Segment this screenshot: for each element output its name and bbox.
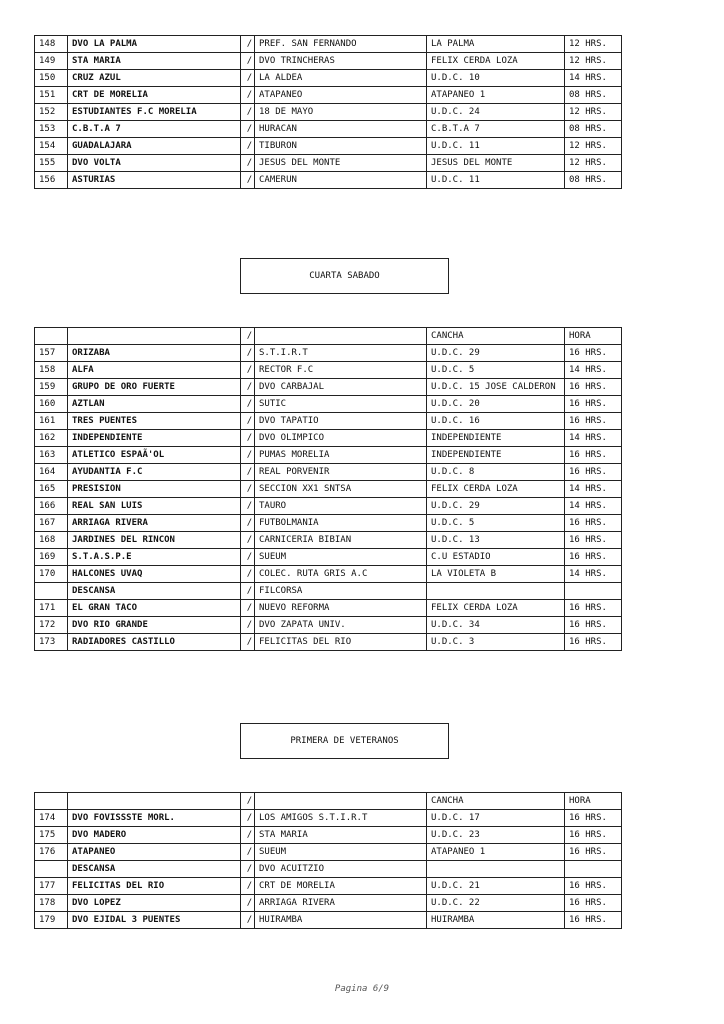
match-number-cell: 157 xyxy=(35,345,68,362)
away-team-cell: JESUS DEL MONTE xyxy=(255,155,427,172)
continued-schedule-table xyxy=(34,35,622,189)
home-team-cell: DVO FOVISSSTE MORL. xyxy=(68,810,241,827)
match-number-cell xyxy=(35,583,68,600)
table-row xyxy=(35,532,622,549)
away-team-cell: PUMAS MORELIA xyxy=(255,447,427,464)
separator-cell: / xyxy=(241,532,255,549)
table-row xyxy=(35,121,622,138)
away-team-cell: ARRIAGA RIVERA xyxy=(255,895,427,912)
cuarta-sabado-table xyxy=(34,327,622,651)
match-number-cell: 173 xyxy=(35,634,68,651)
match-number-cell: 151 xyxy=(35,87,68,104)
table-row xyxy=(35,498,622,515)
match-number-cell: 177 xyxy=(35,878,68,895)
time-cell: 16 HRS. xyxy=(565,396,622,413)
field-cell: U.D.C. 15 JOSE CALDERON xyxy=(427,379,565,396)
table-row xyxy=(35,379,622,396)
match-number-cell: 175 xyxy=(35,827,68,844)
away-team-cell: SUEUM xyxy=(255,844,427,861)
home-team-cell: AZTLAN xyxy=(68,396,241,413)
table-row xyxy=(35,844,622,861)
time-cell: 08 HRS. xyxy=(565,172,622,189)
away-team-cell: SUEUM xyxy=(255,549,427,566)
match-number-cell: 153 xyxy=(35,121,68,138)
table-row xyxy=(35,447,622,464)
page-number: Pagina 6/9 xyxy=(334,984,390,994)
separator-cell: / xyxy=(241,464,255,481)
separator-cell: / xyxy=(241,827,255,844)
home-team-cell: C.B.T.A 7 xyxy=(68,121,241,138)
match-number-cell: 152 xyxy=(35,104,68,121)
match-number-cell: 168 xyxy=(35,532,68,549)
away-team-cell: LOS AMIGOS S.T.I.R.T xyxy=(255,810,427,827)
table-row xyxy=(35,912,622,929)
table-row xyxy=(35,617,622,634)
table-row xyxy=(35,36,622,53)
time-cell: 16 HRS. xyxy=(565,895,622,912)
table-row xyxy=(35,895,622,912)
table-row xyxy=(35,70,622,87)
separator-cell: / xyxy=(241,87,255,104)
field-cell: U.D.C. 8 xyxy=(427,464,565,481)
home-team-cell: ATAPANEO xyxy=(68,844,241,861)
field-cell: HUIRAMBA xyxy=(427,912,565,929)
cuarta-sabado-body xyxy=(35,328,622,651)
separator-cell: / xyxy=(241,861,255,878)
home-team-cell: DESCANSA xyxy=(68,583,241,600)
time-cell: 16 HRS. xyxy=(565,844,622,861)
table-row xyxy=(35,104,622,121)
time-cell: 14 HRS. xyxy=(565,70,622,87)
home-team-cell: TRES PUENTES xyxy=(68,413,241,430)
section-title-text: CUARTA SABADO xyxy=(309,271,380,281)
field-cell: INDEPENDIENTE xyxy=(427,447,565,464)
time-cell: 16 HRS. xyxy=(565,634,622,651)
table-row xyxy=(35,549,622,566)
separator-cell: / xyxy=(241,138,255,155)
away-team-cell: SUTIC xyxy=(255,396,427,413)
field-cell: U.D.C. 21 xyxy=(427,878,565,895)
away-team-cell: FILCORSA xyxy=(255,583,427,600)
table-row xyxy=(35,172,622,189)
time-cell: 16 HRS. xyxy=(565,878,622,895)
separator-cell: / xyxy=(241,121,255,138)
separator-cell: / xyxy=(241,70,255,87)
match-number-cell: 172 xyxy=(35,617,68,634)
separator-cell: / xyxy=(241,912,255,929)
match-number-cell: 149 xyxy=(35,53,68,70)
time-cell: 16 HRS. xyxy=(565,379,622,396)
match-number-cell: 162 xyxy=(35,430,68,447)
table-row xyxy=(35,515,622,532)
continued-schedule-body xyxy=(35,36,622,189)
separator-cell: / xyxy=(241,498,255,515)
separator-cell: / xyxy=(241,515,255,532)
match-number-cell: 148 xyxy=(35,36,68,53)
home-team-cell: ORIZABA xyxy=(68,345,241,362)
match-number-cell: 163 xyxy=(35,447,68,464)
table-row xyxy=(35,345,622,362)
field-cell: U.D.C. 5 xyxy=(427,362,565,379)
field-cell: U.D.C. 22 xyxy=(427,895,565,912)
match-number-cell: 167 xyxy=(35,515,68,532)
away-team-cell: HURACAN xyxy=(255,121,427,138)
separator-cell: / xyxy=(241,53,255,70)
separator-cell: / xyxy=(241,104,255,121)
home-team-cell: EL GRAN TACO xyxy=(68,600,241,617)
section-title-text: PRIMERA DE VETERANOS xyxy=(290,736,399,746)
field-cell: U.D.C. 5 xyxy=(427,515,565,532)
time-cell: 08 HRS. xyxy=(565,87,622,104)
separator-cell: / xyxy=(241,345,255,362)
separator-cell: / xyxy=(241,447,255,464)
table-row xyxy=(35,810,622,827)
home-team-cell: FELICITAS DEL RIO xyxy=(68,878,241,895)
match-number-cell xyxy=(35,861,68,878)
field-cell: U.D.C. 11 xyxy=(427,172,565,189)
match-number-cell: 171 xyxy=(35,600,68,617)
home-team-cell: GRUPO DE ORO FUERTE xyxy=(68,379,241,396)
home-team-cell: DVO MADERO xyxy=(68,827,241,844)
separator-cell: / xyxy=(241,172,255,189)
time-cell: 12 HRS. xyxy=(565,53,622,70)
header-away-team-cell xyxy=(255,793,427,810)
home-team-cell: S.T.A.S.P.E xyxy=(68,549,241,566)
time-cell: 14 HRS. xyxy=(565,498,622,515)
header-match-number-cell xyxy=(35,328,68,345)
header-field-cell: CANCHA xyxy=(427,793,565,810)
away-team-cell: DVO ACUITZIO xyxy=(255,861,427,878)
home-team-cell: DVO EJIDAL 3 PUENTES xyxy=(68,912,241,929)
separator-cell: / xyxy=(241,634,255,651)
time-cell: 16 HRS. xyxy=(565,464,622,481)
section-title-cuarta-sabado xyxy=(240,258,449,294)
header-time-cell: HORA xyxy=(565,793,622,810)
away-team-cell: REAL PORVENIR xyxy=(255,464,427,481)
field-cell xyxy=(427,861,565,878)
separator-cell: / xyxy=(241,844,255,861)
separator-cell: / xyxy=(241,36,255,53)
field-cell: U.D.C. 29 xyxy=(427,345,565,362)
header-home-team-cell xyxy=(68,793,241,810)
away-team-cell: HUIRAMBA xyxy=(255,912,427,929)
time-cell: 16 HRS. xyxy=(565,447,622,464)
time-cell: 14 HRS. xyxy=(565,566,622,583)
time-cell: 16 HRS. xyxy=(565,345,622,362)
time-cell xyxy=(565,583,622,600)
away-team-cell: CRT DE MORELIA xyxy=(255,878,427,895)
away-team-cell: COLEC. RUTA GRIS A.C xyxy=(255,566,427,583)
primera-veteranos-table xyxy=(34,792,622,929)
table-row xyxy=(35,362,622,379)
home-team-cell: JARDINES DEL RINCON xyxy=(68,532,241,549)
home-team-cell: PRESISION xyxy=(68,481,241,498)
table-row xyxy=(35,481,622,498)
home-team-cell: ESTUDIANTES F.C MORELIA xyxy=(68,104,241,121)
time-cell: 16 HRS. xyxy=(565,617,622,634)
field-cell: INDEPENDIENTE xyxy=(427,430,565,447)
home-team-cell: DESCANSA xyxy=(68,861,241,878)
header-field-cell: CANCHA xyxy=(427,328,565,345)
home-team-cell: ALFA xyxy=(68,362,241,379)
field-cell: U.D.C. 23 xyxy=(427,827,565,844)
time-cell: 14 HRS. xyxy=(565,362,622,379)
match-number-cell: 170 xyxy=(35,566,68,583)
away-team-cell: 18 DE MAYO xyxy=(255,104,427,121)
table-row xyxy=(35,87,622,104)
match-number-cell: 174 xyxy=(35,810,68,827)
time-cell: 14 HRS. xyxy=(565,481,622,498)
separator-cell: / xyxy=(241,600,255,617)
home-team-cell: INDEPENDIENTE xyxy=(68,430,241,447)
away-team-cell: TIBURON xyxy=(255,138,427,155)
away-team-cell: DVO OLIMPICO xyxy=(255,430,427,447)
field-cell: U.D.C. 13 xyxy=(427,532,565,549)
separator-cell: / xyxy=(241,810,255,827)
away-team-cell: DVO TAPATIO xyxy=(255,413,427,430)
away-team-cell: CAMERUN xyxy=(255,172,427,189)
table-row xyxy=(35,878,622,895)
time-cell: 16 HRS. xyxy=(565,810,622,827)
separator-cell: / xyxy=(241,155,255,172)
field-cell: C.U ESTADIO xyxy=(427,549,565,566)
table-row xyxy=(35,464,622,481)
table-row xyxy=(35,138,622,155)
header-home-team-cell xyxy=(68,328,241,345)
away-team-cell: DVO ZAPATA UNIV. xyxy=(255,617,427,634)
time-cell: 16 HRS. xyxy=(565,600,622,617)
away-team-cell: DVO CARBAJAL xyxy=(255,379,427,396)
field-cell: FELIX CERDA LOZA xyxy=(427,53,565,70)
match-number-cell: 179 xyxy=(35,912,68,929)
home-team-cell: CRUZ AZUL xyxy=(68,70,241,87)
table-row xyxy=(35,600,622,617)
match-number-cell: 160 xyxy=(35,396,68,413)
away-team-cell: PREF. SAN FERNANDO xyxy=(255,36,427,53)
field-cell: FELIX CERDA LOZA xyxy=(427,481,565,498)
field-cell: U.D.C. 34 xyxy=(427,617,565,634)
time-cell: 16 HRS. xyxy=(565,827,622,844)
time-cell: 12 HRS. xyxy=(565,104,622,121)
match-number-cell: 165 xyxy=(35,481,68,498)
separator-cell: / xyxy=(241,583,255,600)
match-number-cell: 154 xyxy=(35,138,68,155)
section-title-primera-veteranos xyxy=(240,723,449,759)
time-cell: 16 HRS. xyxy=(565,549,622,566)
match-number-cell: 166 xyxy=(35,498,68,515)
separator-cell: / xyxy=(241,362,255,379)
table-row xyxy=(35,430,622,447)
time-cell xyxy=(565,861,622,878)
table-row xyxy=(35,583,622,600)
field-cell: U.D.C. 16 xyxy=(427,413,565,430)
separator-cell: / xyxy=(241,549,255,566)
away-team-cell: ATAPANEO xyxy=(255,87,427,104)
away-team-cell: FUTBOLMANIA xyxy=(255,515,427,532)
home-team-cell: DVO VOLTA xyxy=(68,155,241,172)
home-team-cell: ASTURIAS xyxy=(68,172,241,189)
field-cell: U.D.C. 20 xyxy=(427,396,565,413)
away-team-cell: STA MARIA xyxy=(255,827,427,844)
match-number-cell: 164 xyxy=(35,464,68,481)
header-away-team-cell xyxy=(255,328,427,345)
home-team-cell: DVO LA PALMA xyxy=(68,36,241,53)
field-cell: U.D.C. 11 xyxy=(427,138,565,155)
home-team-cell: ARRIAGA RIVERA xyxy=(68,515,241,532)
table-row xyxy=(35,155,622,172)
header-match-number-cell xyxy=(35,793,68,810)
time-cell: 16 HRS. xyxy=(565,912,622,929)
field-cell: U.D.C. 24 xyxy=(427,104,565,121)
home-team-cell: REAL SAN LUIS xyxy=(68,498,241,515)
field-cell: U.D.C. 17 xyxy=(427,810,565,827)
match-number-cell: 158 xyxy=(35,362,68,379)
field-cell: U.D.C. 3 xyxy=(427,634,565,651)
match-number-cell: 155 xyxy=(35,155,68,172)
field-cell: U.D.C. 29 xyxy=(427,498,565,515)
field-cell: ATAPANEO 1 xyxy=(427,844,565,861)
match-number-cell: 178 xyxy=(35,895,68,912)
table-row xyxy=(35,827,622,844)
field-cell: C.B.T.A 7 xyxy=(427,121,565,138)
away-team-cell: S.T.I.R.T xyxy=(255,345,427,362)
home-team-cell: ATLETICO ESPAÃ'OL xyxy=(68,447,241,464)
separator-cell: / xyxy=(241,396,255,413)
home-team-cell: GUADALAJARA xyxy=(68,138,241,155)
time-cell: 16 HRS. xyxy=(565,532,622,549)
home-team-cell: STA MARIA xyxy=(68,53,241,70)
field-cell: LA VIOLETA B xyxy=(427,566,565,583)
away-team-cell: TAURO xyxy=(255,498,427,515)
time-cell: 12 HRS. xyxy=(565,155,622,172)
separator-cell: / xyxy=(241,430,255,447)
match-number-cell: 176 xyxy=(35,844,68,861)
home-team-cell: HALCONES UVAQ xyxy=(68,566,241,583)
away-team-cell: SECCION XX1 SNTSA xyxy=(255,481,427,498)
away-team-cell: RECTOR F.C xyxy=(255,362,427,379)
table-row xyxy=(35,566,622,583)
separator-cell: / xyxy=(241,481,255,498)
separator-cell: / xyxy=(241,617,255,634)
table-row xyxy=(35,396,622,413)
table-row xyxy=(35,53,622,70)
separator-cell: / xyxy=(241,895,255,912)
home-team-cell: CRT DE MORELIA xyxy=(68,87,241,104)
match-number-cell: 159 xyxy=(35,379,68,396)
time-cell: 14 HRS. xyxy=(565,430,622,447)
table-header-row xyxy=(35,793,622,810)
separator-cell: / xyxy=(241,379,255,396)
separator-cell: / xyxy=(241,413,255,430)
match-number-cell: 169 xyxy=(35,549,68,566)
home-team-cell: RADIADORES CASTILLO xyxy=(68,634,241,651)
away-team-cell: LA ALDEA xyxy=(255,70,427,87)
match-number-cell: 150 xyxy=(35,70,68,87)
header-time-cell: HORA xyxy=(565,328,622,345)
time-cell: 12 HRS. xyxy=(565,138,622,155)
away-team-cell: DVO TRINCHERAS xyxy=(255,53,427,70)
table-row xyxy=(35,861,622,878)
table-row xyxy=(35,413,622,430)
time-cell: 08 HRS. xyxy=(565,121,622,138)
time-cell: 16 HRS. xyxy=(565,413,622,430)
home-team-cell: DVO LOPEZ xyxy=(68,895,241,912)
field-cell: JESUS DEL MONTE xyxy=(427,155,565,172)
field-cell: U.D.C. 10 xyxy=(427,70,565,87)
separator-cell: / xyxy=(241,566,255,583)
away-team-cell: FELICITAS DEL RIO xyxy=(255,634,427,651)
field-cell xyxy=(427,583,565,600)
field-cell: ATAPANEO 1 xyxy=(427,87,565,104)
table-header-row xyxy=(35,328,622,345)
away-team-cell: NUEVO REFORMA xyxy=(255,600,427,617)
match-number-cell: 156 xyxy=(35,172,68,189)
primera-veteranos-body xyxy=(35,793,622,929)
table-row xyxy=(35,634,622,651)
header-separator-cell: / xyxy=(241,793,255,810)
home-team-cell: DVO RIO GRANDE xyxy=(68,617,241,634)
match-number-cell: 161 xyxy=(35,413,68,430)
time-cell: 16 HRS. xyxy=(565,515,622,532)
field-cell: FELIX CERDA LOZA xyxy=(427,600,565,617)
header-separator-cell: / xyxy=(241,328,255,345)
away-team-cell: CARNICERIA BIBIAN xyxy=(255,532,427,549)
field-cell: LA PALMA xyxy=(427,36,565,53)
home-team-cell: AYUDANTIA F.C xyxy=(68,464,241,481)
time-cell: 12 HRS. xyxy=(565,36,622,53)
separator-cell: / xyxy=(241,878,255,895)
